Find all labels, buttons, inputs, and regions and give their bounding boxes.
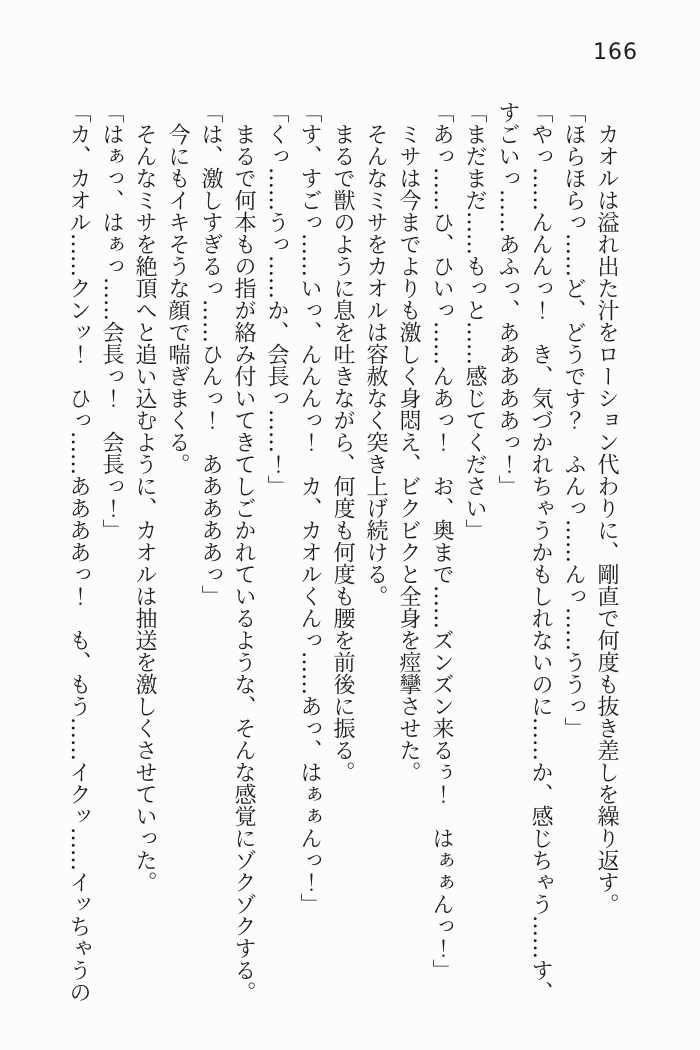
paragraph: まるで獣のように息を吐きながら、何度も何度も腰を前後に振る。: [330, 123, 355, 783]
paragraph: そんなミサをカオルは容赦なく突き上げ続ける。: [363, 123, 388, 607]
paragraph: 「す、すごっ……いっ、んんんっ！ カ、カオルくんっ……あっ、はぁぁんっ！」: [297, 101, 322, 915]
paragraph: まるで何本もの指が絡み付いてきてしごかれているような、そんな感覚にゾクゾクする。: [231, 123, 256, 1003]
paragraph: 「は、激しすぎるっ……ひんっ！ あああああっ」: [198, 101, 223, 607]
paragraph: そんなミサを絶頂へと追い込むように、カオルは抽送を激しくさせていった。: [132, 123, 157, 893]
paragraph: ミサは今までよりも激しく身悶え、ビクビクと全身を痙攣させた。: [396, 123, 421, 783]
paragraph: 「はぁっ、はぁっ……会長っ！ 会長っ！」: [99, 101, 124, 541]
paragraph: 今にもイキそうな顔で喘ぎまくる。: [165, 123, 190, 475]
page-number: 166: [593, 40, 638, 65]
paragraph: 「やっ……んんんっ！ き、気づかれちゃうかもしれないのに……か、感じちゃう……す、すごいっ……あふっ、あああああっ！」: [495, 101, 553, 1003]
paragraph: カオルは溢れ出た汁をローション代わりに、剛直で何度も抜き差しを繰り返す。: [594, 123, 619, 915]
paragraph: 「くっ……うっ……か、会長っ……！」: [264, 101, 289, 497]
paragraph: 「カ、カオル……クンッ！ ひっ……ああああっ！ も、もう……イクッ……イッちゃうの: [66, 101, 91, 1003]
paragraph: 「ほらほらっ……ど、どうです？ ふんっ……んっ……ううっ」: [561, 101, 586, 739]
page-text: [61, 101, 623, 1009]
paragraph: 「あっ……ひ、ひいっ……んあっ！ お、奥まで……ズンズン来るぅ！ はぁぁんっ！」: [429, 101, 454, 981]
paragraph: 「まだまだ……もっと……感じてください」: [462, 101, 487, 541]
